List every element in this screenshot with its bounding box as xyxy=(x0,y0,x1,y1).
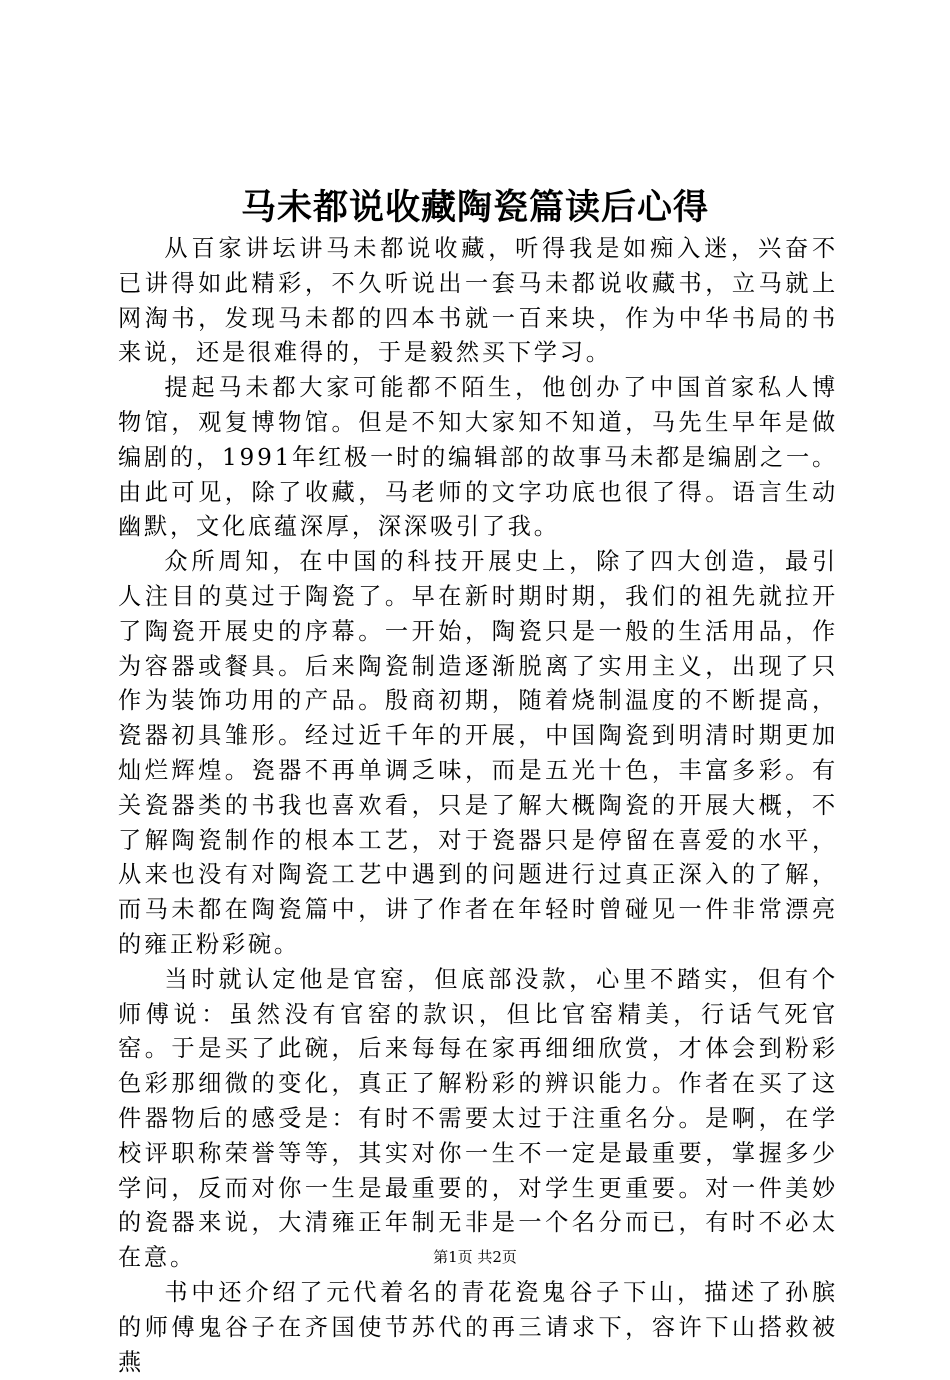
paragraph-2: 提起马未都大家可能都不陌生，他创办了中国首家私人博物馆，观复博物馆。但是不知大家知不知道，马先生早年是做编剧的，1991年红极一时的编辑部的故事马未都是编剧之一。由此可见，除了收藏，马老师的文字功底也很了得。语言生动幽默，文化底蕴深厚，深深吸引了我。 xyxy=(118,374,838,541)
page-footer: 第1页 共2页 xyxy=(433,1248,517,1266)
paragraph-5: 书中还介绍了元代着名的青花瓷鬼谷子下山，描述了孙膑的师傅鬼谷子在齐国使节苏代的再三请求下，容许下山搭救被燕 xyxy=(118,1278,838,1376)
paragraph-4: 当时就认定他是官窑，但底部没款，心里不踏实，但有个师傅说：虽然没有官窑的款识，但比官窑精美，行话气死官窑。于是买了此碗，后来每每在家再细细欣赏，才体会到粉彩色彩那细微的变化，真正了解粉彩的辨识能力。作者在买了这件器物后的感受是：有时不需要太过于注重名分。是啊，在学校评职称荣誉等等，其实对你一生不一定是最重要，掌握多少学问，反而对你一生是最重要的，对学生更重要。对一件美妙的瓷器来说，大清雍正年制无非是一个名分而已，有时不必太在意。 xyxy=(118,965,838,1272)
paragraph-1: 从百家讲坛讲马未都说收藏，听得我是如痴入迷，兴奋不已讲得如此精彩，不久听说出一套马未都说收藏书，立马就上网淘书，发现马未都的四本书就一百来块，作为中华书局的书来说，还是很难得的，于是毅然买下学习。 xyxy=(118,235,838,367)
paragraph-3: 众所周知，在中国的科技开展史上，除了四大创造，最引人注目的莫过于陶瓷了。早在新时期时期，我们的祖先就拉开了陶瓷开展史的序幕。一开始，陶瓷只是一般的生活用品，作为容器或餐具。后来陶瓷制造逐渐脱离了实用主义，出现了只作为装饰功用的产品。殷商初期，随着烧制温度的不断提高，瓷器初具雏形。经过近千年的开展，中国陶瓷到明清时期更加灿烂辉煌。瓷器不再单调乏味，而是五光十色，丰富多彩。有关瓷器类的书我也喜欢看，只是了解大概陶瓷的开展大概，不了解陶瓷制作的根本工艺，对于瓷器只是停留在喜爱的水平，从来也没有对陶瓷工艺中遇到的问题进行过真正深入的了解，而马未都在陶瓷篇中，讲了作者在年轻时曾碰见一件非常漂亮的雍正粉彩碗。 xyxy=(118,548,838,958)
document-body xyxy=(118,232,838,1380)
document-title: 马未都说收藏陶瓷篇读后心得 xyxy=(240,187,709,228)
